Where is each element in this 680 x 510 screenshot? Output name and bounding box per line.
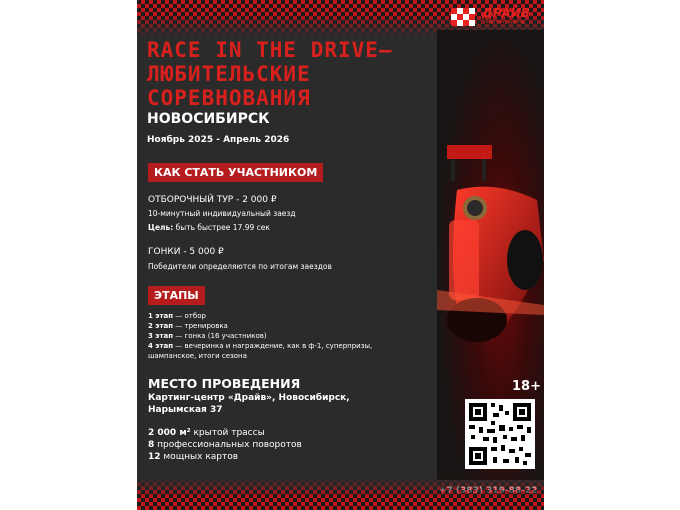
- checkered-flag-bottom: [137, 478, 544, 510]
- venue-line-1: Картинг-центр «Драйв», Новосибирск,: [148, 393, 350, 403]
- races-title: ГОНКИ - 5 000 ₽: [148, 247, 224, 257]
- fact-item: 12 мощных картов: [148, 452, 239, 462]
- poster: [137, 0, 544, 510]
- how-to-heading: КАК СТАТЬ УЧАСТНИКОМ: [148, 163, 323, 182]
- stages-heading: ЭТАПЫ: [148, 286, 205, 305]
- qualifier-title: ОТБОРОЧНЫЙ ТУР - 2 000 ₽: [148, 195, 277, 205]
- fact-item: 2 000 м² крытой трассы: [148, 428, 265, 438]
- venue-heading: МЕСТО ПРОВЕДЕНИЯ: [148, 376, 301, 391]
- title-line-2: ЛЮБИТЕЛЬСКИЕ: [147, 62, 311, 86]
- qr-code-icon[interactable]: [465, 399, 535, 469]
- title-line-3: СОРЕВНОВАНИЯ: [147, 86, 311, 110]
- stage-item: 2 этап — тренировка: [148, 322, 228, 330]
- race-car-image: [437, 140, 544, 370]
- brand-name: ДРАЙВ: [482, 6, 530, 20]
- races-desc: Победители определяются по итогам заездов: [148, 262, 332, 271]
- qualifier-desc: 10-минутный индивидуальный заезд: [148, 209, 296, 218]
- goal-text: быть быстрее 17.99 сек: [173, 223, 270, 232]
- brand-tagline: картинг-центр: [486, 19, 525, 25]
- stage-item: 4 этап — вечеринка и награждение, как в ф-1, суперпризы,: [148, 342, 373, 350]
- venue-line-2: Нарымская 37: [148, 405, 223, 415]
- qualifier-goal: [148, 223, 270, 232]
- city: НОВОСИБИРСК: [147, 111, 270, 127]
- fact-item: 8 профессиональных поворотов: [148, 440, 302, 450]
- stage-continuation: шампанское, итоги сезона: [148, 352, 247, 360]
- goal-label: Цель:: [148, 223, 174, 232]
- title-line-1: RACE IN THE DRIVE–: [147, 38, 393, 62]
- stage-item: 1 этап — отбор: [148, 312, 206, 320]
- age-rating: 18+: [512, 379, 541, 394]
- dates: Ноябрь 2025 - Апрель 2026: [147, 135, 290, 145]
- stage-item: 3 этап — гонка (16 участников): [148, 332, 267, 340]
